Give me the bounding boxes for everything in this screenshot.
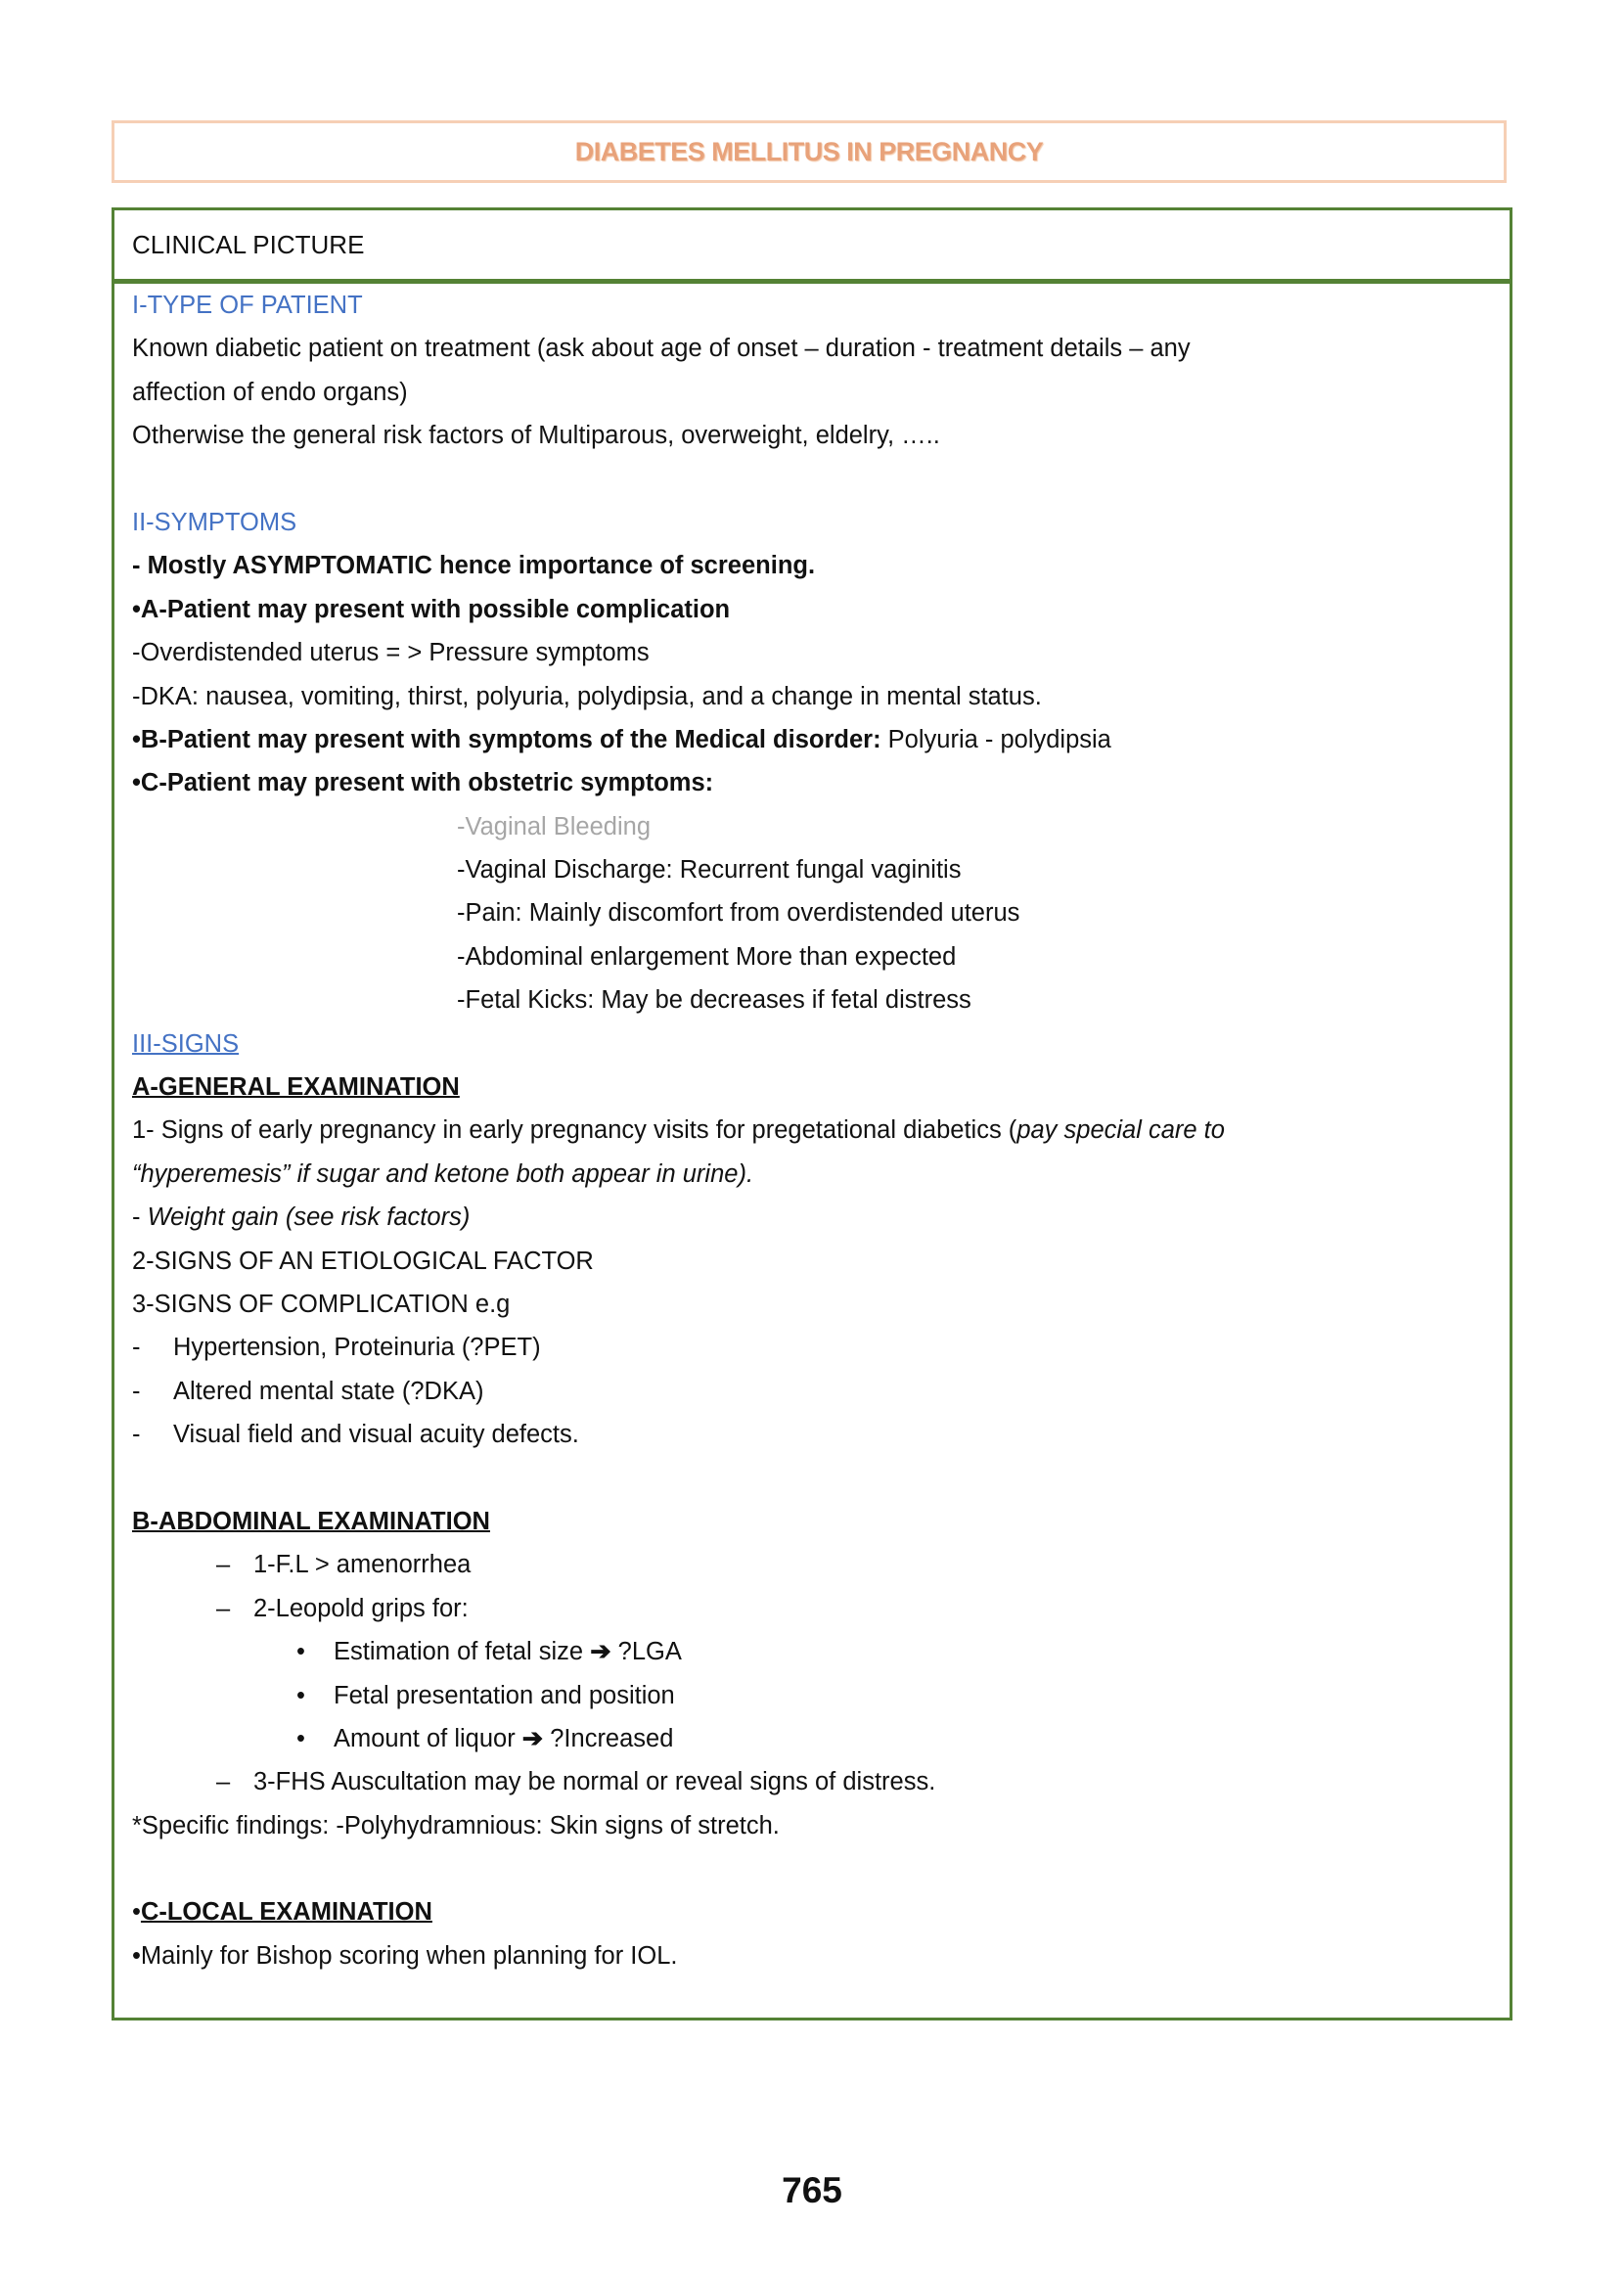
complication-item	[132, 1413, 1510, 1456]
arrow-right-icon: ➔	[590, 1638, 611, 1666]
local-exam-heading: C-LOCAL EXAMINATION	[140, 1898, 432, 1927]
document-title-box	[112, 120, 1507, 183]
complication-item	[132, 1326, 1510, 1369]
text-line	[132, 718, 1510, 761]
item-text: 1-F.L > amenorrhea	[253, 1551, 472, 1579]
text-line: 2-SIGNS OF AN ETIOLOGICAL FACTOR	[132, 1247, 594, 1275]
abdominal-exam-heading: B-ABDOMINAL EXAMINATION	[132, 1507, 490, 1535]
dash-marker: -	[132, 1421, 141, 1449]
item-text: Fetal presentation and position	[334, 1681, 675, 1709]
blank-line	[132, 1847, 1510, 1890]
text-line: •Mainly for Bishop scoring when planning for IOL.	[132, 1941, 678, 1970]
text-line: -DKA: nausea, vomiting, thirst, polyuria, polydipsia, and a change in mental status.	[132, 682, 1042, 710]
text-line: Otherwise the general risk factors of Multiparous, overweight, eldelry, …..	[132, 422, 940, 450]
obstetric-symptom-item: -Abdominal enlargement More than expected	[457, 942, 957, 971]
leopold-grip-item	[132, 1630, 1510, 1673]
item-text: Altered mental state (?DKA)	[173, 1377, 484, 1405]
section-header	[114, 210, 1510, 284]
text-line	[132, 1196, 1510, 1239]
abdominal-item	[132, 1760, 1510, 1803]
arrow-right-icon: ➔	[521, 1724, 544, 1752]
text-line: •A-Patient may present with possible complication	[132, 595, 731, 623]
item-text: Amount of liquor	[334, 1724, 522, 1752]
document-title: DIABETES MELLITUS IN PREGNANCY	[574, 136, 1044, 166]
text-line: *Specific findings: -Polyhydramnious: Skin signs of stretch.	[132, 1811, 780, 1839]
text-line: Known diabetic patient on treatment (ask about age of onset – duration - treatment details – any	[132, 335, 1191, 363]
dash-marker: -	[132, 1334, 141, 1362]
symptoms-heading: II-SYMPTOMS	[132, 508, 297, 536]
item-text: 3-FHS Auscultation may be normal or reveal signs of distress.	[253, 1768, 936, 1796]
item-text: Hypertension, Proteinuria (?PET)	[173, 1334, 541, 1362]
leopold-grip-item	[132, 1717, 1510, 1760]
abdominal-exam-heading-line	[132, 1500, 1510, 1543]
dash-marker: –	[216, 1768, 231, 1796]
item-text: Visual field and visual acuity defects.	[173, 1421, 579, 1449]
bullet-marker: •	[132, 1898, 141, 1927]
obstetric-symptom-item: -Vaginal Bleeding	[457, 812, 651, 840]
text-line: 3-SIGNS OF COMPLICATION e.g	[132, 1290, 511, 1318]
leopold-grip-item	[132, 1674, 1510, 1717]
abdominal-item	[132, 1587, 1510, 1630]
text-span: -	[132, 1203, 148, 1232]
blank-line	[132, 1457, 1510, 1500]
dash-marker: –	[216, 1551, 231, 1579]
section-body	[114, 284, 1510, 1977]
obstetric-symptom-item: -Pain: Mainly discomfort from overdistended uterus	[457, 899, 1020, 928]
dash-marker: –	[216, 1594, 231, 1622]
obstetric-symptom-item: -Vaginal Discharge: Recurrent fungal vaginitis	[457, 856, 962, 885]
bullet-marker: •	[296, 1638, 305, 1666]
bullet-marker: •	[296, 1681, 305, 1709]
text-line: -Overdistended uterus = > Pressure symptoms	[132, 639, 650, 667]
section-header-text: CLINICAL PICTURE	[132, 229, 365, 259]
b-heading: •B-Patient may present with symptoms of the Medical disorder:	[132, 725, 881, 753]
text-line	[132, 1109, 1510, 1152]
text-line: affection of endo organs)	[132, 378, 408, 406]
item-text: ?Increased	[543, 1724, 674, 1752]
text-span: 1- Signs of early pregnancy in early pregnancy visits for pregetational diabetics (	[132, 1116, 1017, 1145]
item-text: Estimation of fetal size	[334, 1638, 591, 1666]
type-of-patient-heading: I-TYPE OF PATIENT	[132, 292, 363, 319]
b-text: Polyuria - polydipsia	[880, 725, 1111, 753]
bullet-marker: •	[296, 1724, 305, 1752]
italic-span: pay special care to	[1016, 1116, 1225, 1145]
general-exam-heading-line	[132, 1066, 1510, 1109]
text-line: - Mostly ASYMPTOMATIC hence importance of screening.	[132, 552, 816, 580]
item-text: ?LGA	[610, 1638, 682, 1666]
obstetric-symptom-item: -Fetal Kicks: May be decreases if fetal distress	[457, 986, 971, 1015]
text-line: “hyperemesis” if sugar and ketone both appear in urine).	[132, 1159, 754, 1188]
dash-marker: -	[132, 1377, 141, 1405]
local-exam-heading-line	[132, 1890, 1510, 1933]
item-text: 2-Leopold grips for:	[253, 1594, 469, 1622]
signs-heading: III-SIGNS	[132, 1029, 240, 1058]
blank-line	[132, 458, 1510, 501]
general-exam-heading: A-GENERAL EXAMINATION	[132, 1073, 460, 1102]
italic-span: Weight gain (see risk factors)	[147, 1203, 471, 1232]
signs-heading-line	[132, 1022, 1510, 1066]
complication-item	[132, 1370, 1510, 1413]
clinical-picture-box	[112, 207, 1512, 2020]
abdominal-item	[132, 1543, 1510, 1586]
page-number: 765	[782, 2170, 842, 2210]
text-line: •C-Patient may present with obstetric symptoms:	[132, 769, 714, 797]
